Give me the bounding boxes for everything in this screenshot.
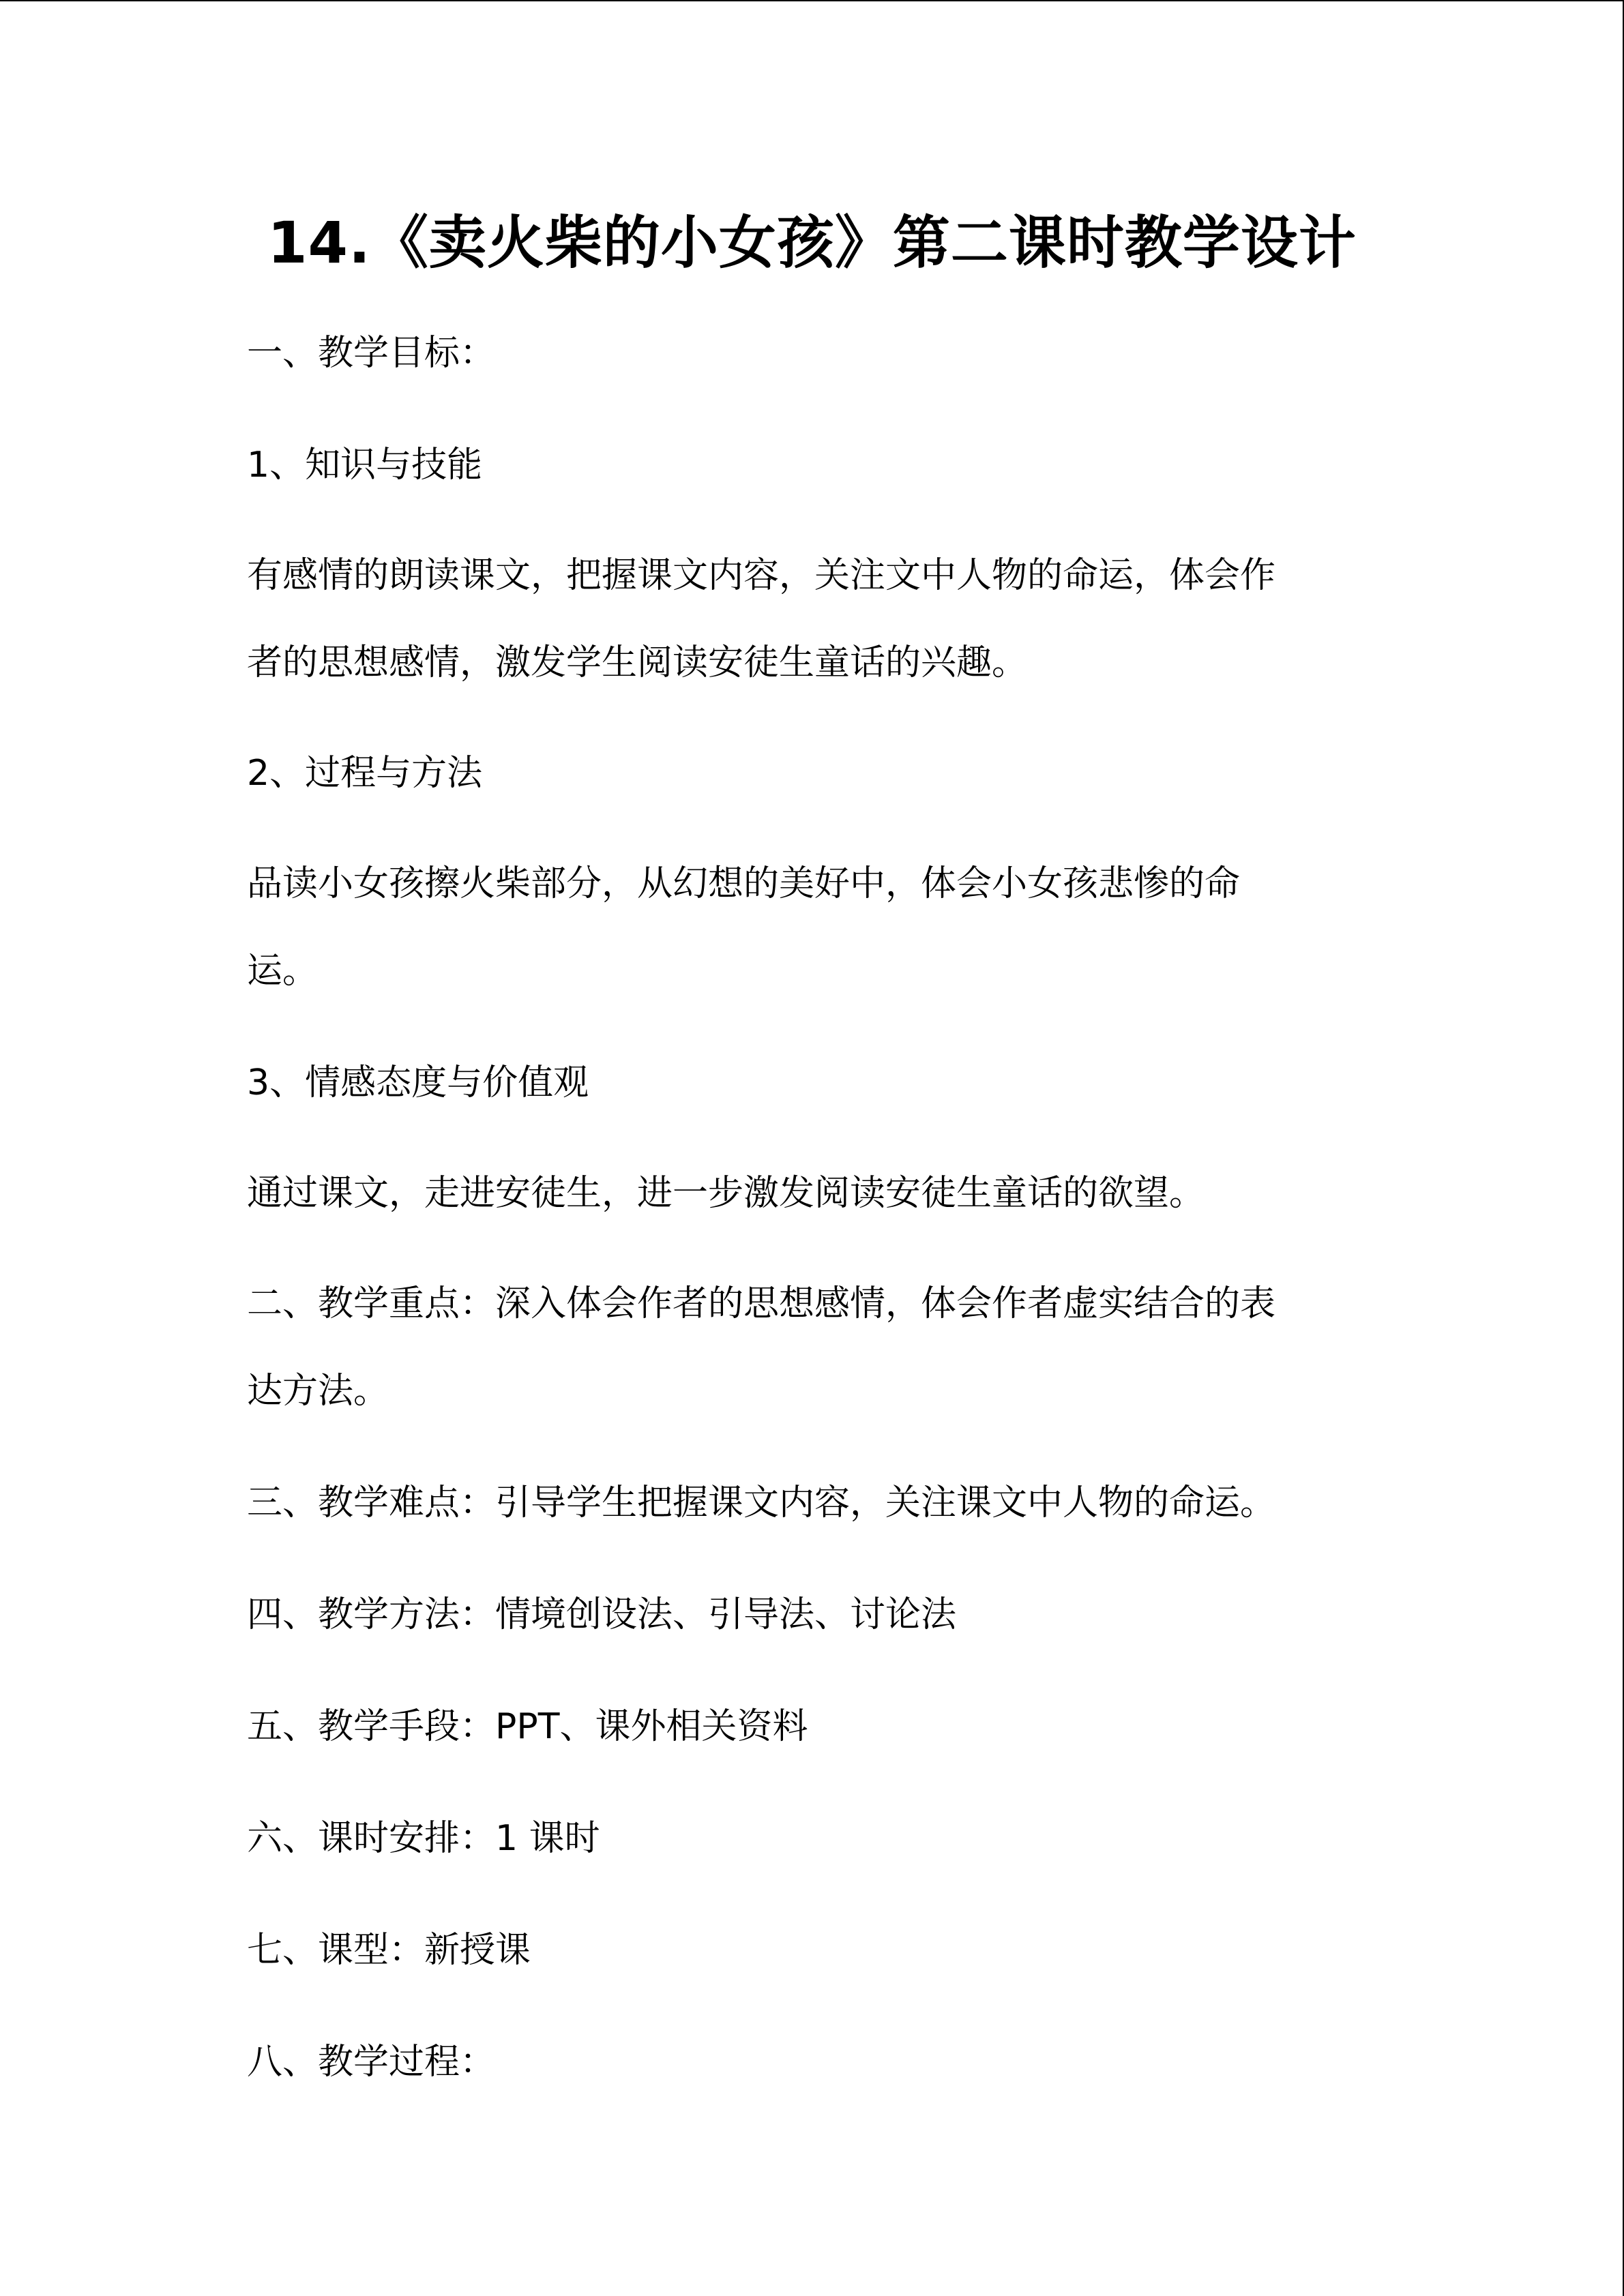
lesson-type <box>247 1907 1379 1994</box>
text-line: 运。 <box>247 951 319 992</box>
text-line: 六、课时安排：1 课时 <box>247 1818 600 1859</box>
text-line: 者的思想感情，激发学生阅读安徒生童话的兴趣。 <box>247 642 1028 683</box>
process <box>247 2018 1379 2106</box>
text-line: 品读小女孩擦火柴部分，从幻想的美好中，体会小女孩悲惨的命 <box>247 863 1241 904</box>
text-line: 一、教学目标： <box>247 333 496 374</box>
emotion-heading <box>247 1039 1379 1127</box>
schedule <box>247 1795 1379 1882</box>
text-line: 通过课文，走进安徒生，进一步激发阅读安徒生童话的欲望。 <box>247 1173 1205 1214</box>
text-line: 1、知识与技能 <box>247 445 483 486</box>
key-points <box>247 1260 1379 1435</box>
text-line: 有感情的朗读课文，把握课文内容，关注文中人物的命运，体会作 <box>247 555 1276 596</box>
difficulties <box>247 1459 1379 1547</box>
text-line: 2、过程与方法 <box>247 753 483 794</box>
knowledge-heading <box>247 421 1379 509</box>
process-text <box>247 840 1379 1015</box>
text-line: 八、教学过程： <box>247 2042 496 2083</box>
document-title: 14.《卖火柴的小女孩》第二课时教学设计 <box>267 209 1357 276</box>
process-heading <box>247 730 1379 817</box>
text-line: 达方法。 <box>247 1371 389 1412</box>
text-line: 四、教学方法：情境创设法、引导法、讨论法 <box>247 1594 957 1635</box>
text-line: 三、教学难点：引导学生把握课文内容，关注课文中人物的命运。 <box>247 1482 1276 1523</box>
text-line: 五、教学手段：PPT、课外相关资料 <box>247 1706 808 1747</box>
text-line: 3、情感态度与价值观 <box>247 1062 589 1103</box>
text-line: 七、课型：新授课 <box>247 1930 531 1971</box>
methods <box>247 1571 1379 1658</box>
text-line: 二、教学重点：深入体会作者的思想感情，体会作者虚实结合的表 <box>247 1283 1276 1324</box>
emotion-text <box>247 1150 1379 1237</box>
means <box>247 1683 1379 1770</box>
objectives-heading <box>247 310 1379 397</box>
knowledge-text <box>247 532 1379 706</box>
